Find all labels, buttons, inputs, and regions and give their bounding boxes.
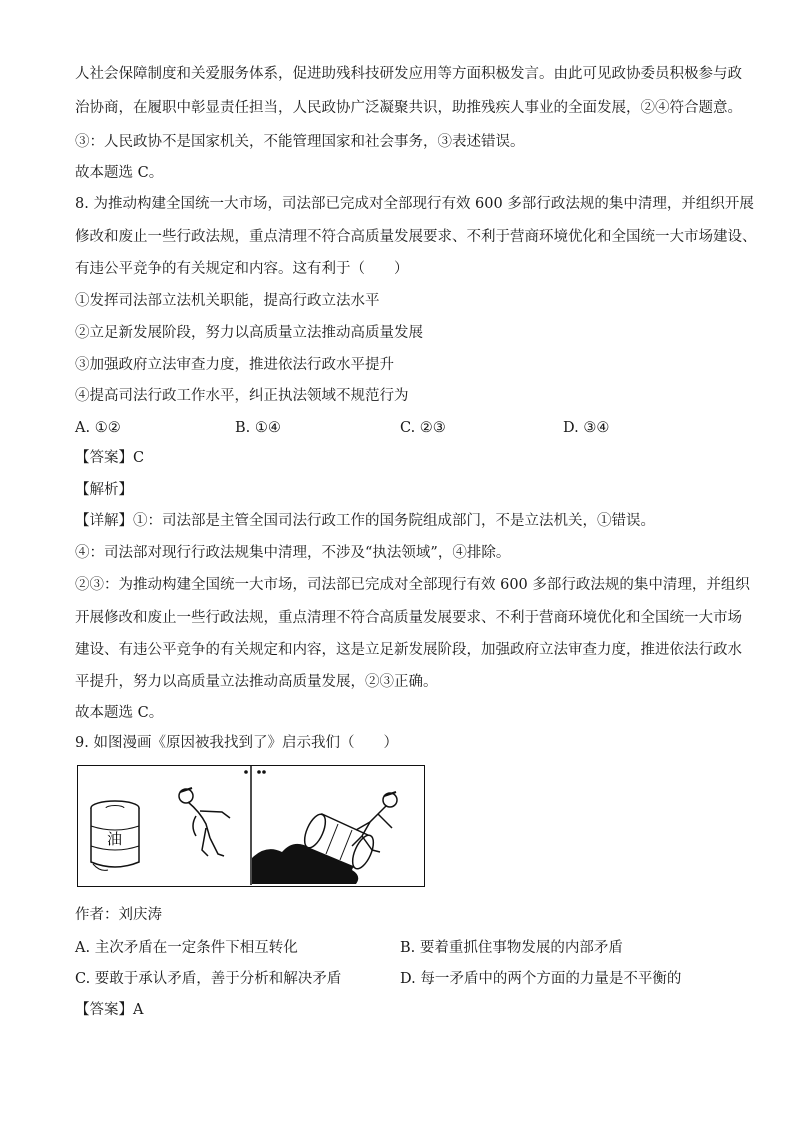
q9-answer: 【答案】A [75, 1002, 144, 1018]
dot-mark [262, 770, 266, 774]
cartoon-drawing [78, 766, 423, 885]
dot-mark [244, 770, 248, 774]
text-line: ③：人民政协不是国家机关，不能管理国家和社会事务，③表述错误。 [75, 134, 525, 150]
statement-4: ④提高司法行政工作水平，纠正执法领域不规范行为 [75, 388, 409, 404]
question-9-stem: 9. 如图漫画《原因被我找到了》启示我们（ ） [75, 735, 398, 751]
barrel-label: 油 [107, 830, 123, 848]
q8-analysis-label: 【解析】 [75, 482, 133, 498]
statement-1: ①发挥司法部立法机关职能，提高行政立法水平 [75, 293, 380, 309]
conclusion-line: 故本题选 C。 [75, 705, 164, 721]
question-8-stem: 修改和废止一些行政法规，重点清理不符合高质量发展要求、不利于营商环境优化和全国统一大市场建设、 [75, 229, 757, 245]
q8-option-c: C. ②③ [400, 420, 446, 436]
q9-option-b: B. 要着重抓住事物发展的内部矛盾 [400, 940, 623, 956]
explanation-line: 建设、有违公平竞争的有关规定和内容，这是立足新发展阶段，加强政府立法审查力度，推进依法行政水 [75, 642, 742, 658]
explanation-line: ②③：为推动构建全国统一大市场，司法部已完成对全部现行有效 600 多部行政法规的集中清理，并组织 [75, 577, 750, 593]
statement-3: ③加强政府立法审查力度，推进依法行政水平提升 [75, 357, 394, 373]
cartoon-author: 作者：刘庆涛 [75, 907, 162, 923]
explanation-line: 开展修改和废止一些行政法规，重点清理不符合高质量发展要求、不利于营商环境优化和全国统一大市场 [75, 610, 742, 626]
cartoon-illustration [77, 765, 425, 887]
explanation-line: ④：司法部对现行行政法规集中清理，不涉及“执法领域”，④排除。 [75, 545, 511, 561]
q9-option-d: D. 每一矛盾中的两个方面的力量是不平衡的 [400, 971, 682, 987]
explanation-line: 【详解】①：司法部是主管全国司法行政工作的国务院组成部门，不是立法机关，①错误。 [75, 513, 655, 529]
q8-option-a: A. ①② [75, 420, 121, 436]
q8-answer: 【答案】C [75, 450, 145, 466]
question-8-stem: 8. 为推动构建全国统一大市场，司法部已完成对全部现行有效 600 多部行政法规的集中清理，并组织开展 [75, 196, 754, 212]
dot-mark [257, 770, 261, 774]
q9-option-c: C. 要敢于承认矛盾，善于分析和解决矛盾 [75, 971, 342, 987]
statement-2: ②立足新发展阶段，努力以高质量立法推动高质量发展 [75, 325, 423, 341]
q9-option-a: A. 主次矛盾在一定条件下相互转化 [75, 940, 298, 956]
q8-option-d: D. ③④ [563, 420, 610, 436]
question-8-stem: 有违公平竞争的有关规定和内容。这有利于（ ） [75, 261, 409, 277]
conclusion-line: 故本题选 C。 [75, 165, 164, 181]
bending-man-figure [179, 788, 230, 856]
text-line: 治协商，在履职中彰显责任担当，人民政协广泛凝聚共识，助推残疾人事业的全面发展，②④符合题意。 [75, 100, 742, 116]
q8-option-b: B. ①④ [235, 420, 281, 436]
text-line: 人社会保障制度和关爱服务体系，促进助残科技研发应用等方面积极发言。由此可见政协委员积极参与政 [75, 66, 742, 82]
explanation-line: 平提升，努力以高质量立法推动高质量发展，②③正确。 [75, 674, 438, 690]
